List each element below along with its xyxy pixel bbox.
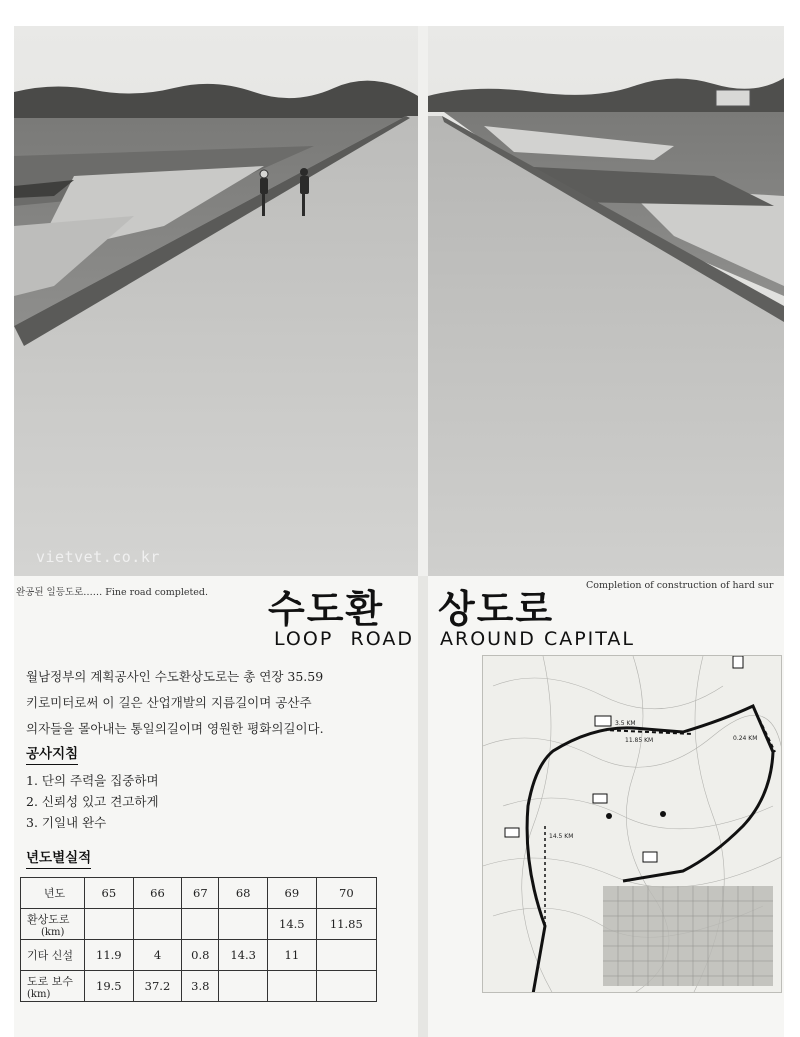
value-cell (316, 971, 376, 1002)
title-korean-left: 수도환 (268, 587, 385, 631)
value-cell (85, 909, 134, 940)
value-cell (316, 940, 376, 971)
results-table (20, 877, 377, 1002)
table-row (21, 971, 377, 1002)
value-cell: 3.8 (182, 971, 219, 1002)
principle-item: 1. 단의 주력을 집중하며 (26, 773, 159, 788)
row-unit: (km) (41, 926, 65, 938)
table-header-row (21, 878, 377, 909)
year-cell: 67 (182, 878, 219, 909)
title-korean-right: 상도로 (438, 587, 555, 631)
value-cell: 14.3 (219, 940, 268, 971)
year-label-cell: 년도 (21, 878, 85, 909)
value-cell (219, 909, 268, 940)
value-cell: 14.5 (268, 909, 317, 940)
row-unit: (km) (27, 988, 51, 1000)
map-label: 11.85 KM (625, 737, 654, 744)
map-label: 0.24 KM (733, 735, 758, 742)
row-label-cell (21, 971, 85, 1002)
year-cell: 66 (133, 878, 182, 909)
table-row (21, 909, 377, 940)
principles-list (26, 770, 159, 833)
map-label: 14.5 KM (549, 833, 574, 840)
value-cell (219, 971, 268, 1002)
value-cell: 0.8 (182, 940, 219, 971)
intro-line: 의자들을 몰아내는 통일의길이며 영원한 평화의길이다. (26, 721, 324, 736)
title-english-word: ROAD (350, 628, 414, 650)
intro-line: 월남정부의 계획공사인 수도환상도로는 총 연장 35.59 (26, 669, 324, 684)
value-cell (133, 909, 182, 940)
row-label: 환상도로 (27, 912, 70, 926)
year-cell: 65 (85, 878, 134, 909)
principle-item: 3. 기일내 완수 (26, 815, 107, 830)
road-photo (14, 26, 784, 576)
photo-caption-left: 완공된 일등도로…… Fine road completed. (16, 587, 209, 598)
value-cell (182, 909, 219, 940)
value-cell: 11.9 (85, 940, 134, 971)
intro-paragraph (26, 664, 410, 742)
results-heading: 년도별실적 (26, 846, 91, 869)
photo-caption-right: Completion of construction of hard sur (586, 580, 774, 591)
principles-heading: 공사지침 (26, 742, 78, 765)
title-english-right: AROUND CAPITAL (440, 628, 635, 650)
row-label-cell (21, 909, 85, 940)
intro-line: 키로미터로써 이 길은 산업개발의 지름길이며 공산주 (26, 695, 312, 710)
year-cell: 68 (219, 878, 268, 909)
table-row (21, 940, 377, 971)
row-label-cell (21, 940, 85, 971)
value-cell: 19.5 (85, 971, 134, 1002)
map-label: 3.5 KM (615, 720, 636, 727)
year-cell: 70 (316, 878, 376, 909)
route-map (482, 655, 782, 993)
road-photo-drawing (14, 26, 784, 576)
row-label: 기타 신설 (27, 949, 74, 962)
value-cell (268, 971, 317, 1002)
value-cell: 11 (268, 940, 317, 971)
route-map-drawing (483, 656, 782, 993)
value-cell: 11.85 (316, 909, 376, 940)
year-cell: 69 (268, 878, 317, 909)
watermark-text: vietvet.co.kr (36, 548, 160, 566)
title-english-word: LOOP (274, 628, 334, 650)
value-cell: 4 (133, 940, 182, 971)
value-cell: 37.2 (133, 971, 182, 1002)
row-label: 도로 보수 (27, 974, 74, 988)
title-english-left (274, 628, 414, 650)
principle-item: 2. 신뢰성 있고 견고하게 (26, 794, 159, 809)
